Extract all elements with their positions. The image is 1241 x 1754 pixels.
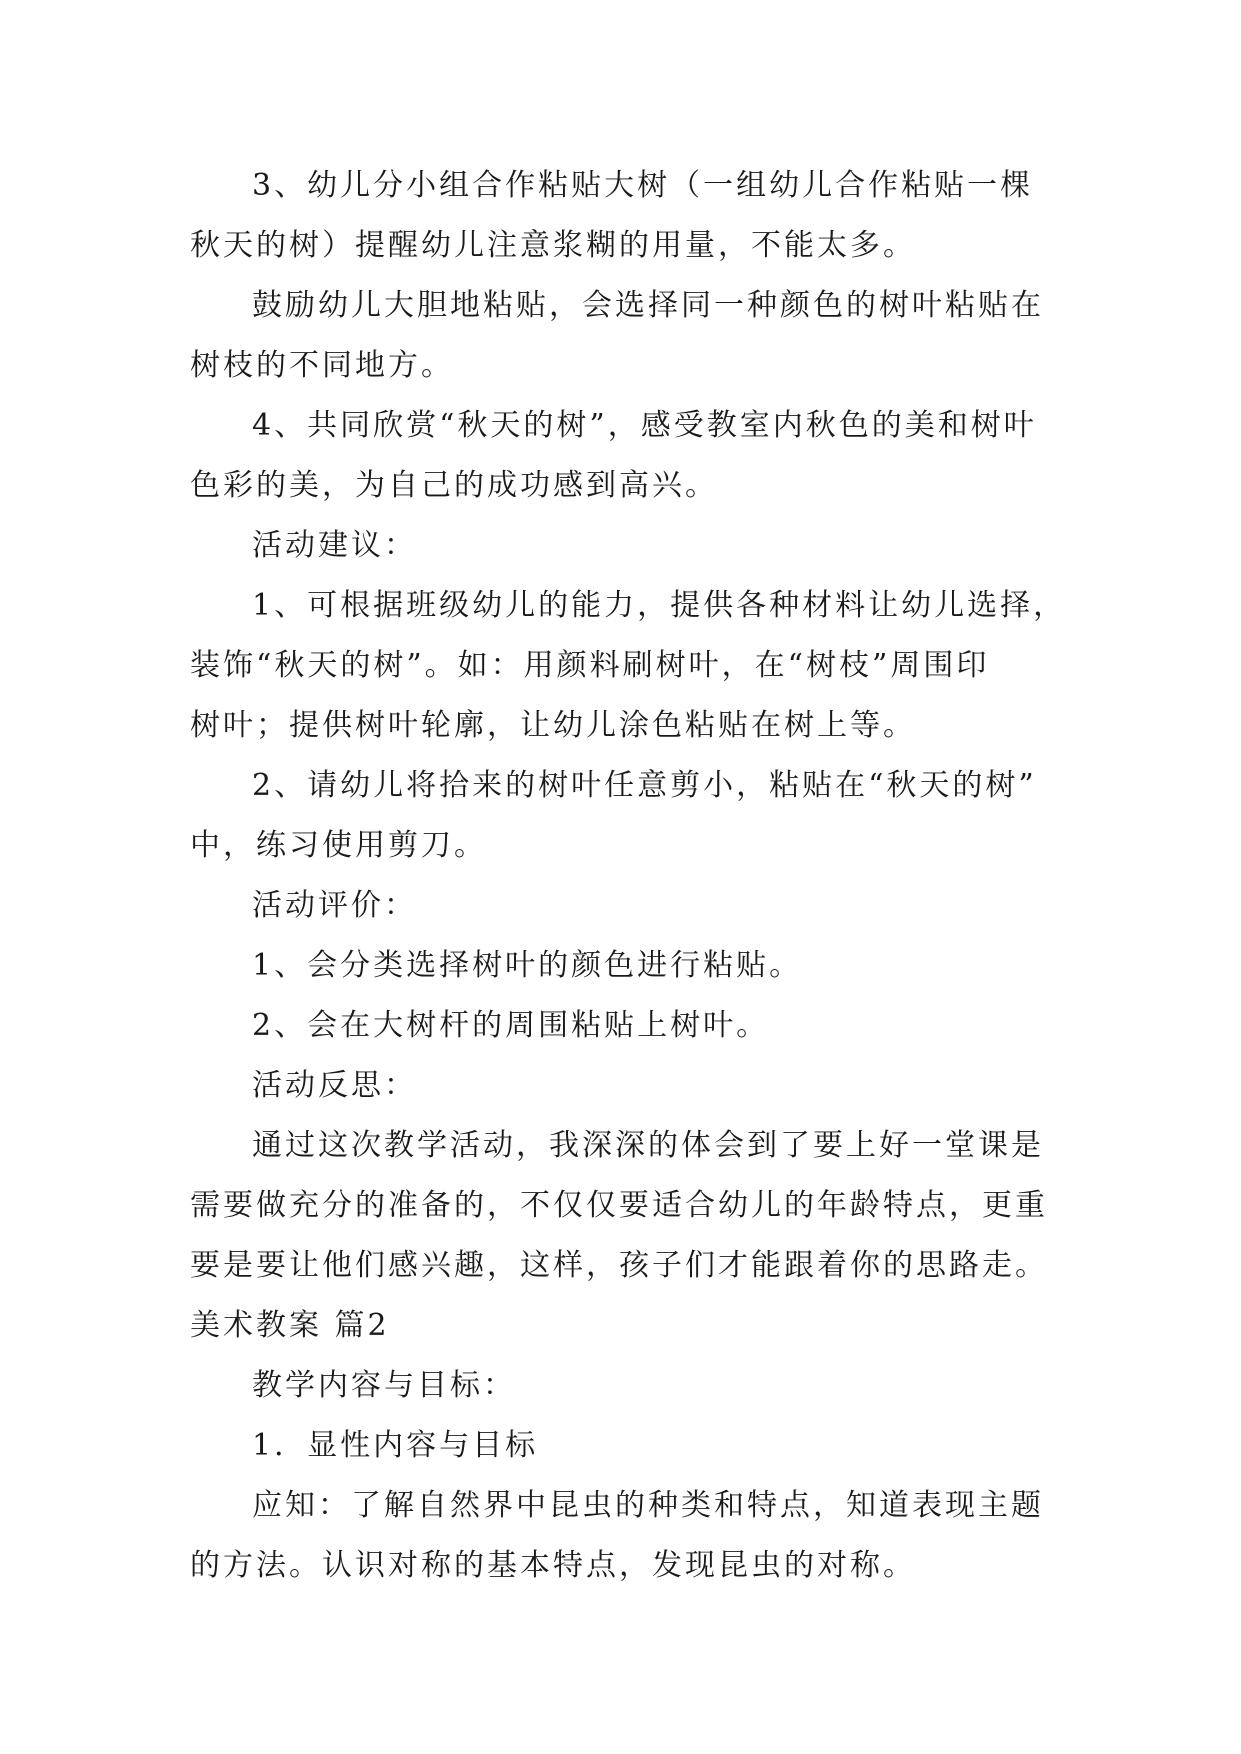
- text-line: 需要做充分的准备的，不仅仅要适合幼儿的年龄特点，更重: [190, 1188, 1048, 1223]
- text-line: 鼓励幼儿大胆地粘贴，会选择同一种颜色的树叶粘贴在: [252, 288, 1044, 323]
- text-line: 树叶；提供树叶轮廓，让幼儿涂色粘贴在树上等。: [190, 708, 916, 743]
- text-line: 1、会分类选择树叶的颜色进行粘贴。: [252, 948, 803, 983]
- text-line: 树枝的不同地方。: [190, 348, 454, 383]
- text-line: 通过这次教学活动，我深深的体会到了要上好一堂课是: [252, 1128, 1044, 1163]
- text-line: 装饰“秋天的树”。如：用颜料刷树叶，在“树枝”周围印: [190, 648, 990, 683]
- text-line: 2、请幼儿将拾来的树叶任意剪小，粘贴在“秋天的树”: [252, 768, 1037, 803]
- text-line: 应知：了解自然界中昆虫的种类和特点，知道表现主题: [252, 1488, 1044, 1523]
- part-title: 美术教案 篇2: [190, 1308, 390, 1343]
- text-line: 4、共同欣赏“秋天的树”，感受教室内秋色的美和树叶: [252, 408, 1037, 443]
- section-heading: 教学内容与目标：: [252, 1368, 516, 1403]
- subsection-heading: 1．显性内容与目标: [252, 1428, 539, 1463]
- section-heading: 活动评价：: [252, 888, 417, 923]
- text-line: 2、会在大树杆的周围粘贴上树叶。: [252, 1008, 770, 1043]
- text-line: 色彩的美，为自己的成功感到高兴。: [190, 468, 718, 503]
- document-body: [190, 156, 1070, 1596]
- text-line: 秋天的树）提醒幼儿注意浆糊的用量，不能太多。: [190, 228, 916, 263]
- section-heading: 活动建议：: [252, 528, 417, 563]
- text-line: 中，练习使用剪刀。: [190, 828, 487, 863]
- text-line: 要是要让他们感兴趣，这样，孩子们才能跟着你的思路走。: [190, 1248, 1048, 1283]
- text-line: 的方法。认识对称的基本特点，发现昆虫的对称。: [190, 1548, 916, 1583]
- text-line: 3、幼儿分小组合作粘贴大树（一组幼儿合作粘贴一棵: [252, 168, 1034, 203]
- text-line: 1、可根据班级幼儿的能力，提供各种材料让幼儿选择，: [252, 588, 1067, 623]
- section-heading: 活动反思：: [252, 1068, 417, 1103]
